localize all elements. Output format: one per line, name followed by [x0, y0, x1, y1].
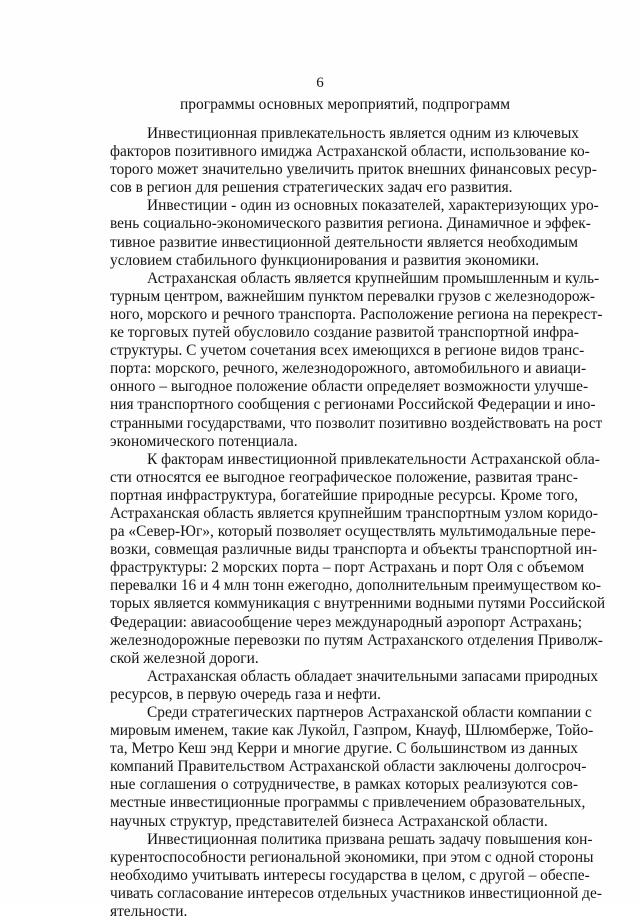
paragraph [110, 830, 602, 921]
paragraph [110, 125, 597, 197]
text-line: экономического потенциала. [110, 432, 298, 450]
text-line: Инвестиции - один из основных показателей, характеризующих уро- [147, 197, 599, 215]
text-line: странными государствами, что позволит позитивно воздействовать на рост [110, 414, 603, 432]
text-line: ресурсов, в первую очередь газа и нефти. [110, 685, 381, 703]
text-line: перевалки 16 и 4 млн тонн ежегодно, дополнительным преимуществом ко- [110, 577, 602, 595]
text-line: онного – выгодное положение области определяет возможности улучше- [110, 378, 589, 396]
text-line: железнодорожные перевозки по путям Астраханского отделения Приволж- [110, 631, 603, 649]
text-line: факторов позитивного имиджа Астраханской области, использование ко- [110, 143, 590, 161]
text-line: Среди стратегических партнеров Астраханской области компании с [147, 704, 592, 721]
text-line: вень социально-экономического развития региона. Динамичное и эффек- [110, 215, 591, 233]
text-line: чивать согласование интересов отдельных участников инвестиционной де- [110, 884, 602, 902]
text-line: порта: морского, речного, железнодорожного, автомобильного и авиаци- [110, 360, 587, 378]
text-line: турным центром, важнейшим пунктом перевалки грузов с железнодорож- [110, 287, 595, 305]
text-line: местные инвестиционные программы с привлечением образовательных, [110, 794, 586, 812]
text-line: сов в регион для решения стратегических задач его развития. [110, 179, 513, 197]
text-line: фраструктуры: 2 морских порта – порт Астрахань и порт Оля с объемом [110, 559, 585, 577]
text-line: Инвестиционная привлекательность является одним из ключевых [147, 125, 580, 142]
text-line: Астраханская область обладает значительными запасами природных [147, 667, 599, 685]
paragraph [110, 450, 606, 668]
text-line: Инвестиционная политика призвана решать задачу повышения кон- [147, 830, 593, 848]
text-line: ния транспортного сообщения с регионами Российской Федерации и ино- [110, 396, 596, 414]
text-line: торых является коммуникация с внутренними водными путями Российской [110, 595, 606, 613]
paragraph [110, 269, 603, 451]
text-line: портная инфраструктура, богатейшие природные ресурсы. Кроме того, [110, 486, 578, 504]
text-line: сти относятся ее выгодное географическое положение, развитая транс- [110, 468, 578, 486]
text-line: тивное развитие инвестиционной деятельности является необходимым [110, 233, 578, 251]
text-line: курентоспособности региональной экономики, при этом с одной стороны [110, 848, 594, 866]
text-line: ра «Север-Юг», который позволяет осуществлять мультимодальные пере- [110, 523, 596, 541]
section-heading: программы основных мероприятий, подпрограмм [179, 96, 511, 113]
text-line: ные соглашения о сотрудничестве, в рамках которых реализуются сов- [110, 776, 578, 794]
page-number: 6 [316, 75, 324, 91]
text-line: ного, морского и речного транспорта. Расположение региона на перекрест- [110, 305, 603, 323]
text-line: ской железной дороги. [110, 649, 259, 667]
text-line: Федерации: авиасообщение через международный аэропорт Астрахань; [110, 613, 582, 631]
text-line: ке торговых путей обусловило создание развитой транспортной инфра- [110, 324, 579, 342]
text-line: необходимо учитывать интересы государства в целом, с другой – обеспе- [110, 866, 590, 884]
document-body [110, 125, 606, 921]
text-line: ятельности. [110, 903, 188, 921]
text-line: компаний Правительством Астраханской области заключены долгосроч- [110, 758, 587, 776]
text-line: К факторам инвестиционной привлекательности Астраханской обла- [147, 450, 600, 468]
paragraph [110, 704, 594, 831]
text-line: научных структур, представителей бизнеса Астраханской области. [110, 812, 548, 830]
text-line: та, Метро Кеш энд Керри и многие другие. С большинством из данных [110, 740, 578, 758]
text-line: условием стабильного функционирования и развития экономики. [110, 251, 540, 269]
paragraph [110, 197, 599, 269]
text-line: структуры. С учетом сочетания всех имеющихся в регионе видов транс- [110, 342, 585, 360]
text-line: мировым именем, такие как Лукойл, Газпром, Кнауф, Шлюмберже, Тойо- [110, 722, 594, 740]
text-line: Астраханская область является крупнейшим промышленным и куль- [147, 269, 600, 287]
text-line: возки, совмещая различные виды транспорта и объекты транспортной ин- [110, 541, 598, 559]
text-line: Астраханская область является крупнейшим транспортным узлом коридо- [110, 504, 598, 522]
paragraph [110, 667, 599, 704]
text-line: торого может значительно увеличить приток внешних финансовых ресур- [110, 161, 597, 179]
